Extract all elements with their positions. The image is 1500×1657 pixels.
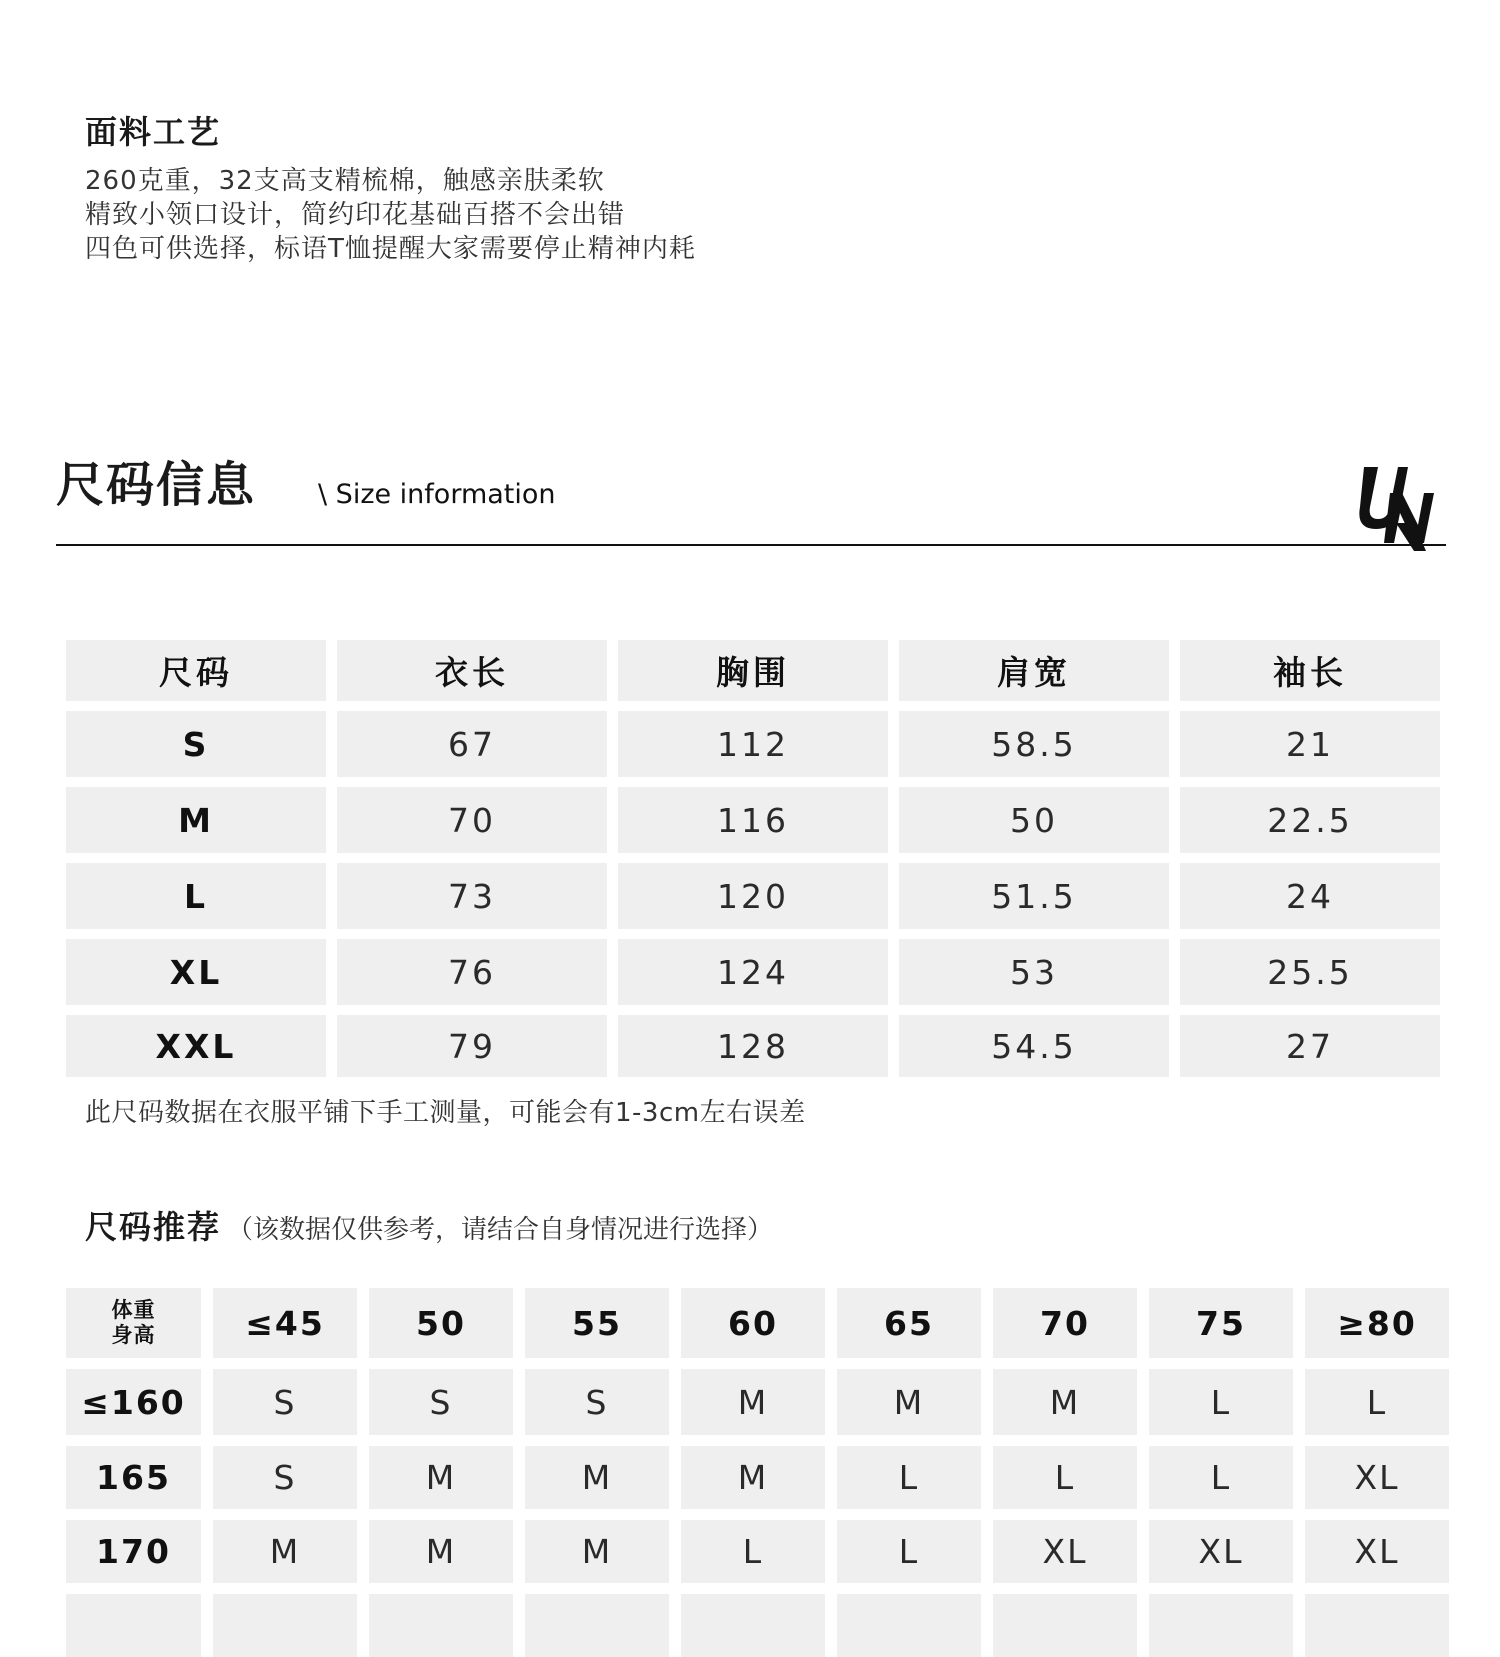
fabric-title: 面料工艺 bbox=[85, 113, 222, 151]
recommend-size-cell: M bbox=[369, 1446, 513, 1509]
size-header-cell: 胸围 bbox=[618, 640, 888, 701]
weight-header-cell: 55 bbox=[525, 1288, 669, 1358]
size-value-cell: 116 bbox=[618, 787, 888, 853]
size-value-cell: 51.5 bbox=[899, 863, 1169, 929]
size-value-cell: 53 bbox=[899, 939, 1169, 1005]
fabric-line-2: 精致小领口设计，简约印花基础百搭不会出错 bbox=[85, 200, 626, 230]
recommend-size-cell: XL bbox=[1305, 1520, 1449, 1583]
size-value-cell: 112 bbox=[618, 711, 888, 777]
size-label-cell: XXL bbox=[66, 1015, 326, 1077]
recommend-size-cell: XL bbox=[1149, 1520, 1293, 1583]
height-label-cell: 170 bbox=[66, 1520, 201, 1583]
size-value-cell: 22.5 bbox=[1180, 787, 1440, 853]
weight-header-cell: 75 bbox=[1149, 1288, 1293, 1358]
partial-row-cell bbox=[993, 1594, 1137, 1657]
weight-header-cell: ≤45 bbox=[213, 1288, 357, 1358]
size-label-cell: L bbox=[66, 863, 326, 929]
fabric-line-3: 四色可供选择，标语T恤提醒大家需要停止精神内耗 bbox=[85, 234, 696, 264]
partial-row-cell bbox=[837, 1594, 981, 1657]
height-label-cell: ≤160 bbox=[66, 1369, 201, 1435]
recommend-size-cell: S bbox=[213, 1369, 357, 1435]
fabric-section bbox=[85, 112, 696, 266]
recommend-size-cell: M bbox=[681, 1369, 825, 1435]
recommend-size-cell: M bbox=[525, 1446, 669, 1509]
partial-row-cell bbox=[1149, 1594, 1293, 1657]
weight-header-cell: ≥80 bbox=[1305, 1288, 1449, 1358]
weight-axis-label: 体重 bbox=[111, 1298, 156, 1322]
size-label-cell: XL bbox=[66, 939, 326, 1005]
size-value-cell: 27 bbox=[1180, 1015, 1440, 1077]
recommend-size-cell: L bbox=[993, 1446, 1137, 1509]
weight-header-cell: 50 bbox=[369, 1288, 513, 1358]
recommend-size-cell: L bbox=[681, 1520, 825, 1583]
header-divider bbox=[56, 544, 1446, 546]
recommend-size-cell: L bbox=[1149, 1446, 1293, 1509]
partial-row-cell bbox=[213, 1594, 357, 1657]
recommend-size-cell: L bbox=[837, 1520, 981, 1583]
recommend-size-cell: S bbox=[369, 1369, 513, 1435]
recommend-size-cell: M bbox=[525, 1520, 669, 1583]
partial-row-cell bbox=[525, 1594, 669, 1657]
size-info-header bbox=[56, 455, 1446, 547]
size-header-cell: 衣长 bbox=[337, 640, 607, 701]
partial-row-cell bbox=[369, 1594, 513, 1657]
size-value-cell: 128 bbox=[618, 1015, 888, 1077]
size-value-cell: 58.5 bbox=[899, 711, 1169, 777]
recommend-size-cell: M bbox=[993, 1369, 1137, 1435]
recommend-size-cell: S bbox=[525, 1369, 669, 1435]
size-value-cell: 25.5 bbox=[1180, 939, 1440, 1005]
recommend-size-cell: L bbox=[1149, 1369, 1293, 1435]
height-axis-label: 身高 bbox=[111, 1323, 156, 1347]
size-value-cell: 70 bbox=[337, 787, 607, 853]
size-value-cell: 79 bbox=[337, 1015, 607, 1077]
partial-row-cell bbox=[681, 1594, 825, 1657]
size-header-cell: 尺码 bbox=[66, 640, 326, 701]
recommend-title: 尺码推荐 bbox=[85, 1208, 222, 1246]
size-value-cell: 124 bbox=[618, 939, 888, 1005]
recommend-size-cell: L bbox=[837, 1446, 981, 1509]
size-value-cell: 67 bbox=[337, 711, 607, 777]
recommend-size-cell: L bbox=[1305, 1369, 1449, 1435]
recommend-table bbox=[66, 1288, 1440, 1657]
size-value-cell: 50 bbox=[899, 787, 1169, 853]
size-value-cell: 73 bbox=[337, 863, 607, 929]
recommend-header bbox=[85, 1202, 773, 1248]
partial-row-cell bbox=[1305, 1594, 1449, 1657]
measurement-note: 此尺码数据在衣服平铺下手工测量，可能会有1-3cm左右误差 bbox=[85, 1098, 806, 1128]
weight-header-cell: 70 bbox=[993, 1288, 1137, 1358]
size-info-title: 尺码信息 bbox=[56, 457, 257, 513]
height-label-cell: 165 bbox=[66, 1446, 201, 1509]
size-label-cell: S bbox=[66, 711, 326, 777]
recommend-size-cell: S bbox=[213, 1446, 357, 1509]
size-value-cell: 54.5 bbox=[899, 1015, 1169, 1077]
size-value-cell: 76 bbox=[337, 939, 607, 1005]
recommend-subtitle: （该数据仅供参考，请结合自身情况进行选择） bbox=[227, 1215, 774, 1245]
partial-row-cell bbox=[66, 1594, 201, 1657]
size-value-cell: 24 bbox=[1180, 863, 1440, 929]
size-value-cell: 120 bbox=[618, 863, 888, 929]
size-header-cell: 肩宽 bbox=[899, 640, 1169, 701]
recommend-size-cell: M bbox=[681, 1446, 825, 1509]
size-label-cell: M bbox=[66, 787, 326, 853]
corner-cell bbox=[66, 1288, 201, 1358]
recommend-size-cell: XL bbox=[993, 1520, 1137, 1583]
weight-header-cell: 60 bbox=[681, 1288, 825, 1358]
recommend-size-cell: M bbox=[213, 1520, 357, 1583]
recommend-size-cell: M bbox=[837, 1369, 981, 1435]
weight-header-cell: 65 bbox=[837, 1288, 981, 1358]
size-value-cell: 21 bbox=[1180, 711, 1440, 777]
fabric-line-1: 260克重，32支高支精梳棉，触感亲肤柔软 bbox=[85, 166, 605, 196]
svg-text:UNK: UNK bbox=[1356, 463, 1359, 464]
size-table bbox=[66, 640, 1440, 1077]
recommend-size-cell: M bbox=[369, 1520, 513, 1583]
size-info-subtitle: \ Size information bbox=[318, 479, 556, 510]
recommend-size-cell: XL bbox=[1305, 1446, 1449, 1509]
size-header-cell: 袖长 bbox=[1180, 640, 1440, 701]
brand-logo bbox=[1356, 463, 1436, 551]
